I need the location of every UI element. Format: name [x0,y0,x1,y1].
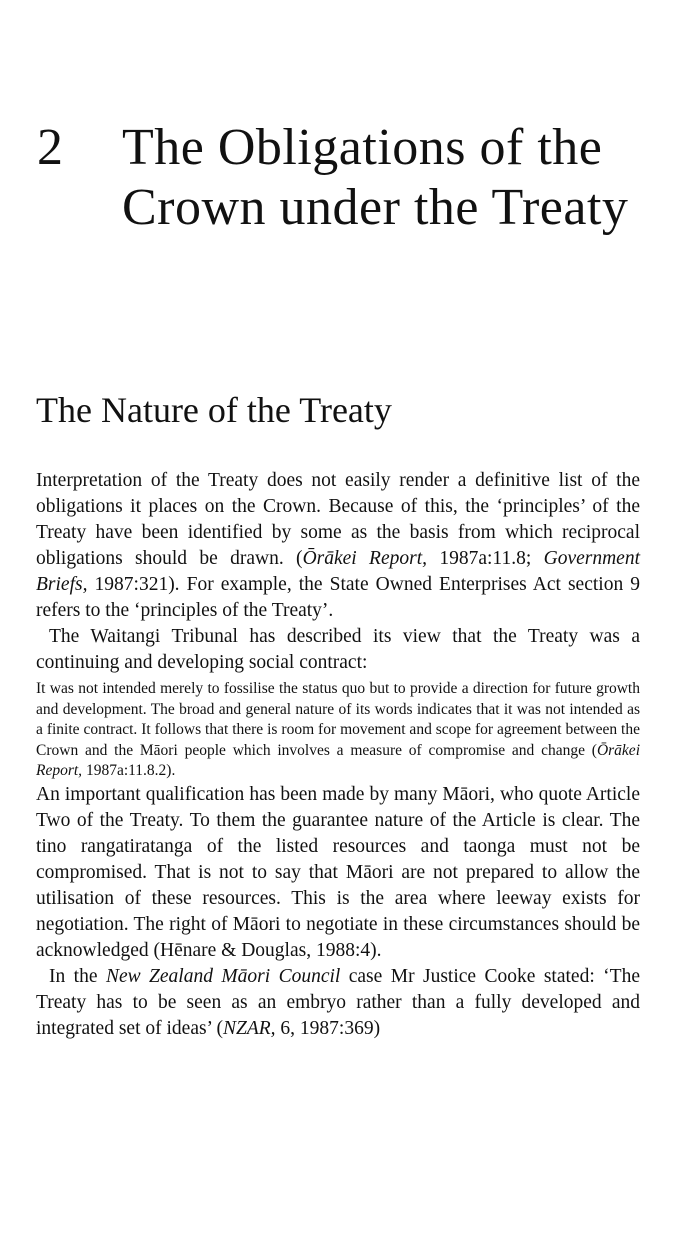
body-text [36,468,640,1042]
para4-citation: NZAR, [222,1017,276,1039]
quote-citation: Ōrākei Report, [36,741,640,779]
section-heading: The Nature of the Treaty [36,390,392,430]
para1-text-1: Interpretation of the Treaty does not easily render a definitive list of the obligations it places on the Crown. Because of this, the ‘principles’ of the Treaty have been identified by some as the basis from which reciprocal obligations should be drawn. ( [36,470,640,569]
quote-text-2: 1987a:11.8.2). [82,762,176,779]
para4-case-name: New Zealand Māori Council [105,965,341,987]
chapter-title-line-1: The Obligations of the [122,119,603,176]
paragraph-3: An important qualification has been made by many Māori, who quote Article Two of the Treaty. To them the guarantee nature of the Article is clear. The tino rangatiratanga of the listed resources and taonga must not be compromised. That is not to say that Māori are not prepared to allow the utilisation of these resources. This is the area where leeway exists for negotiation. The right of Māori to negotiate in these circumstances should be acknowledged (Hēnare & Douglas, 1988:4). [36,783,640,961]
chapter-number: 2 [37,119,64,176]
chapter-title [122,118,662,238]
paragraph-2: The Waitangi Tribunal has described its view that the Treaty was a continuing and developing social contract: [36,626,640,673]
quote-text-1: It was not intended merely to fossilise the status quo but to provide a direction for future growth and development. The broad and general nature of its words indicates that it was not intended as a finite contract. It follows that there is room for movement and scope for agreement between the Crown and the Māori people which involves a measure of compromise and change ( [36,680,640,759]
chapter-title-line-2: Crown under the Treaty [122,179,629,236]
para4-text-2: case Mr Justice Cooke stated: ‘The Treaty has to be seen as an embryo rather than a fully developed and integrated set of ideas’ ( [36,965,640,1039]
para4-text-1: In the [49,965,106,987]
para1-citation-orakei: Ōrākei Report, [302,548,428,569]
paragraph-1 [36,468,640,624]
para1-citation-briefs: Government Briefs, [36,548,640,595]
block-quote [36,676,640,782]
para1-text-3: 1987:321). For example, the State Owned Enterprises Act section 9 refers to the ‘principles of the Treaty’. [36,574,640,621]
paragraph-4 [36,964,640,1042]
para4-text-3: 6, 1987:369) [275,1017,381,1039]
para1-text-2: 1987a:11.8; [427,548,544,569]
